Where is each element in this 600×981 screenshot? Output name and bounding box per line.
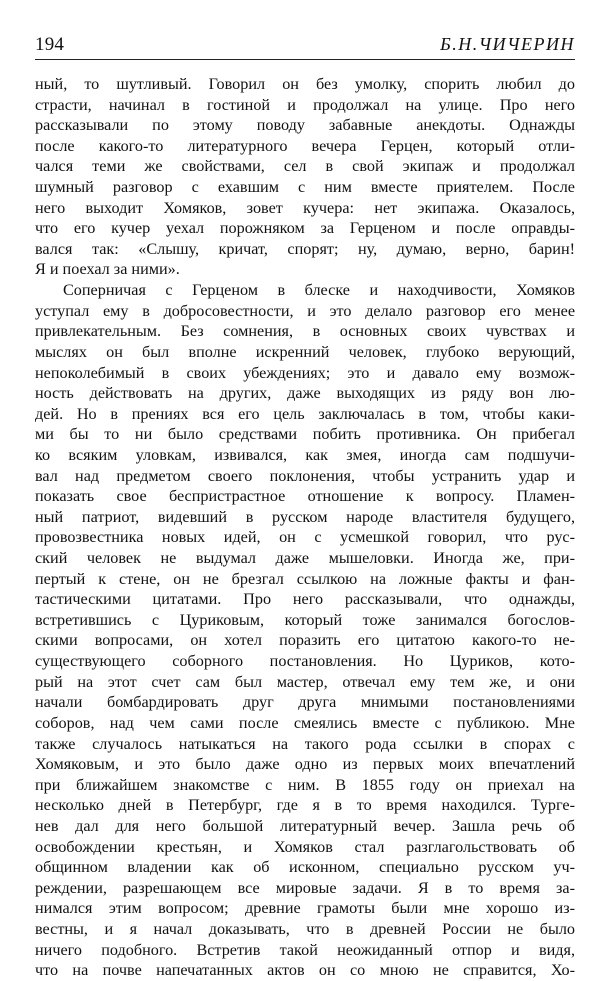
text-line: него выходит Хомяков, зовет кучера: нет экипажа. Оказалось,: [35, 198, 575, 217]
text-line: вестны, и я начал доказывать, что в древней России не было: [35, 919, 575, 938]
header-rule: [35, 59, 575, 60]
text-line: страсти, начинал в гостиной и продолжал на улице. Про него: [35, 95, 575, 114]
running-head-author: Б.Н.ЧИЧЕРИН: [440, 34, 575, 54]
text-line: непоколебимый в своих убеждениях; это и давало ему возмож-: [35, 363, 575, 382]
text-line: показать свое беспристрастное отношение к вопросу. Пламен-: [35, 487, 575, 506]
text-line: ский человек не выдумал даже мышеловки. Иногда же, при-: [35, 549, 575, 568]
text-line: чался теми же свойствами, сел в свой экипаж и продолжал: [35, 157, 575, 176]
page-number: 194: [35, 34, 65, 55]
text-line: освобождении крестьян, и Хомяков стал разглагольствовать об: [35, 837, 575, 856]
text-line: встретившись с Цуриковым, который тоже занимался богослов-: [35, 610, 575, 629]
text-line: существующего соборного постановления. Но Цуриков, кото-: [35, 652, 575, 671]
text-line-paragraph-end: Я и поехал за ними».: [35, 260, 180, 279]
text-line: нимался этим вопросом; древние грамоты были мне хорошо из-: [35, 899, 575, 918]
text-line: начали бомбардировать друг друга мнимыми постановлениями: [35, 693, 575, 712]
text-line: реждении, разрешающем все мировые задачи. Я в то время за-: [35, 878, 575, 897]
text-line: дей. Но в прениях вся его цель заключалась в том, чтобы каки-: [35, 404, 575, 423]
text-line: общинном владении как об исконном, специально русском уч-: [35, 858, 575, 877]
text-line: мыслях он был вполне искренний человек, глубоко верующий,: [35, 342, 575, 361]
text-line: привлекательным. Без сомнения, в основных своих чувствах и: [35, 322, 575, 341]
text-line: рассказывали по этому поводу забавные анекдоты. Однажды: [35, 116, 575, 135]
text-line: пертый к стене, он не брезгал ссылкою на ложные факты и фан-: [35, 569, 575, 588]
text-line: вался так: «Слышу, кричат, спорят; ну, думаю, верно, барин!: [35, 239, 575, 258]
text-line: после какого-то литературного вечера Герцен, который отли-: [35, 136, 575, 155]
text-line: ко всяким уловкам, извивался, как змея, иногда сам подшучи-: [35, 445, 575, 464]
text-line: что его кучер уехал порожняком за Герценом и после оправды-: [35, 219, 575, 238]
text-line: уступал ему в добросовестности, и это делало разговор его менее: [35, 301, 575, 320]
text-line: ми бы то ни было средствами побить противника. Он прибегал: [35, 425, 575, 444]
text-line: при ближайшем знакомстве с ним. В 1855 году он приехал на: [35, 775, 575, 794]
book-page: [30, 30, 575, 980]
text-line: ность действовать на других, даже выходящих из ряду вон лю-: [35, 384, 575, 403]
text-line: рый на этот счет сам был мастер, отвечал ему тем же, и они: [35, 672, 575, 691]
body-text: [35, 74, 575, 981]
text-line: тастическими цитатами. Про него рассказывали, что однажды,: [35, 590, 575, 609]
text-line: ничего подобного. Встретив такой неожиданный отпор и видя,: [35, 940, 575, 959]
text-line-paragraph-start: Соперничая с Герценом в блеске и находчивости, Хомяков: [63, 281, 575, 300]
text-line: шумный разговор с ехавшим с ним вместе приятелем. После: [35, 178, 575, 197]
text-line: Хомяковым, и это было даже одно из первых моих впечатлений: [35, 755, 575, 774]
text-line: несколько дней в Петербург, где я в то время находился. Турге-: [35, 796, 575, 815]
text-line: ный, то шутливый. Говорил он без умолку, спорить любил до: [35, 75, 575, 93]
text-line: вал над предметом своего поклонения, чтобы устранить удар и: [35, 466, 575, 485]
text-line: также случалось натыкаться на такого рода ссылки в спорах с: [35, 734, 575, 753]
text-line: что на почве напечатанных актов он со мною не справится, Хо-: [35, 961, 575, 980]
text-line: скими вопросами, он хотел поразить его цитатою какого-то не-: [35, 631, 575, 650]
text-line: нев дал для него большой литературный вечер. Зашла речь об: [35, 816, 575, 835]
text-line: ный патриот, видевший в русском народе властителя будущего,: [35, 507, 575, 526]
text-line: провозвестника новых идей, он с усмешкой говорил, что рус-: [35, 528, 575, 547]
page-header: [30, 30, 575, 58]
text-line: соборов, над чем сами после смеялись вместе с публикою. Мне: [35, 713, 575, 732]
